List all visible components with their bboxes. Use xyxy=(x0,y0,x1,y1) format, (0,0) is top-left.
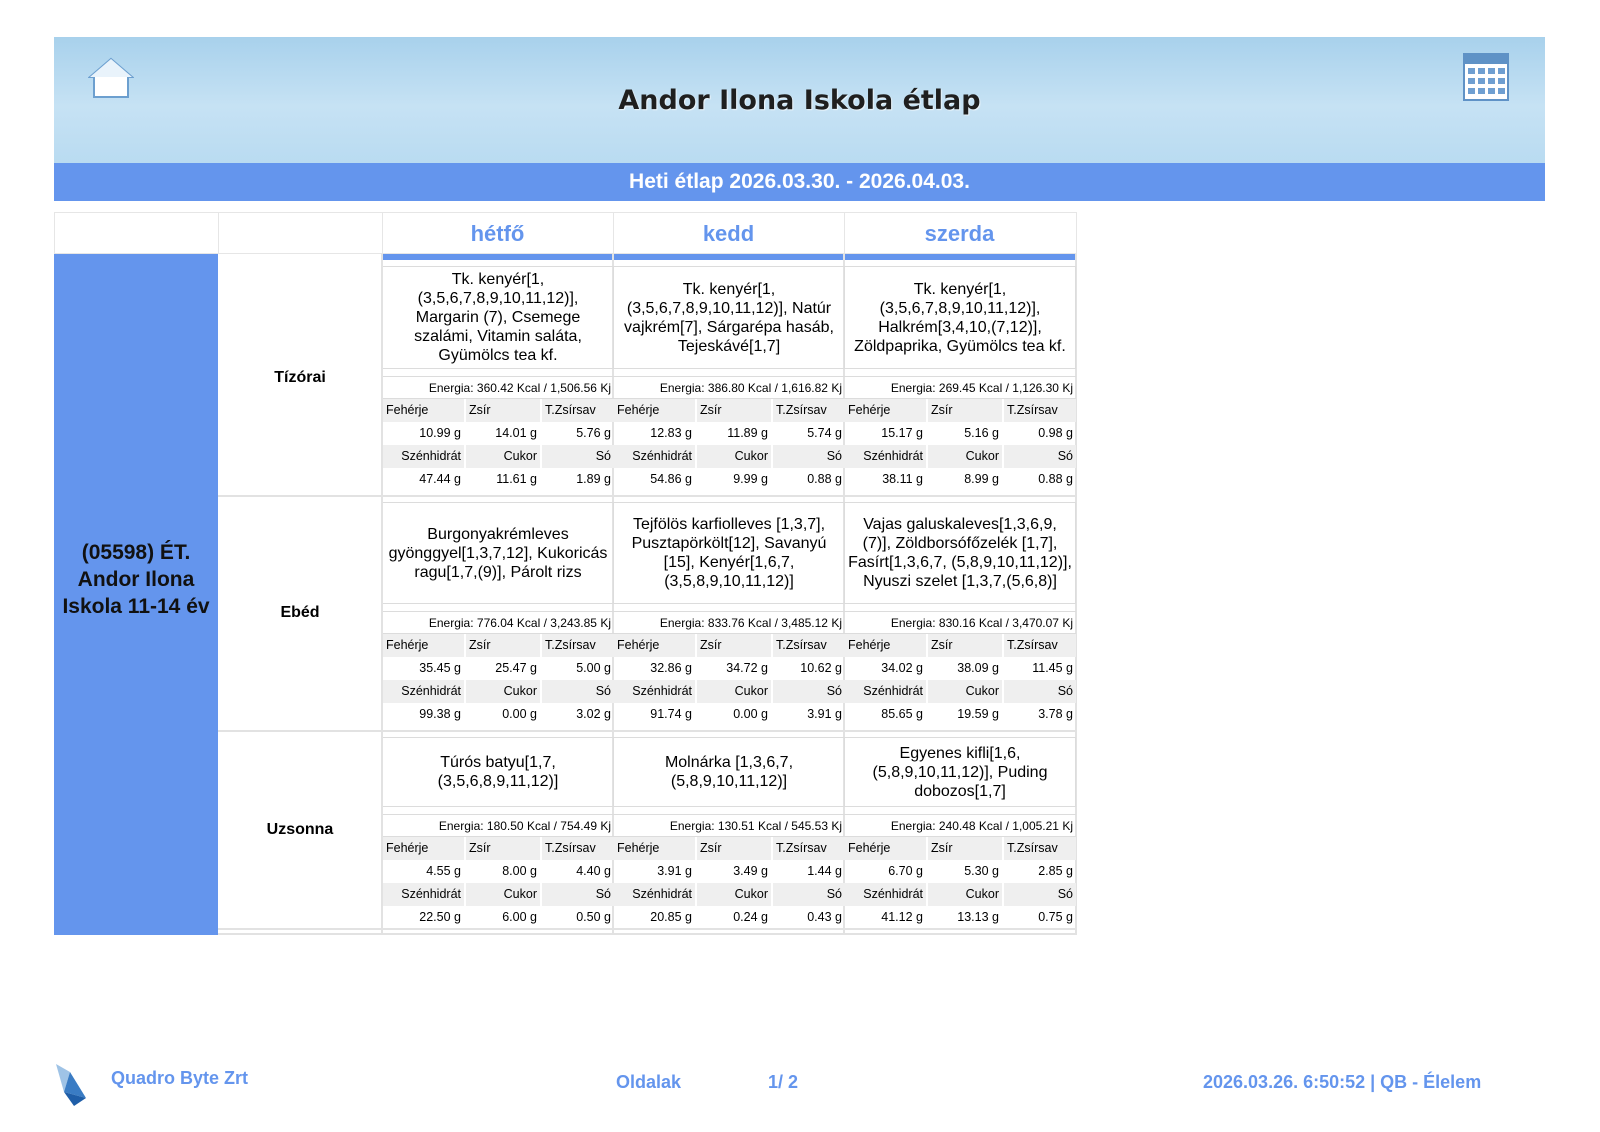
value-carbohydrate: 20.85 g xyxy=(650,910,692,924)
day-header-monday: hétfő xyxy=(470,221,525,246)
value-carbohydrate: 38.11 g xyxy=(882,472,923,486)
meal-divider xyxy=(218,495,1077,497)
footer-company: Quadro Byte Zrt xyxy=(111,1068,249,1088)
label-sugar: Cukor xyxy=(926,680,1002,703)
nutrient-values-row xyxy=(383,906,614,929)
label-salt: Só xyxy=(1002,680,1076,703)
label-protein: Fehérje xyxy=(614,837,695,860)
value-saturated-fat: 5.74 g xyxy=(807,426,842,440)
label-protein: Fehérje xyxy=(383,399,464,422)
meal-divider xyxy=(218,933,1077,935)
meal-label-tizorai: Tízórai xyxy=(274,369,326,386)
label-saturated-fat: T.Zsírsav xyxy=(771,399,845,422)
page-header xyxy=(54,37,1545,163)
value-salt: 0.88 g xyxy=(807,472,842,486)
label-saturated-fat: T.Zsírsav xyxy=(540,399,614,422)
group-column xyxy=(54,254,218,935)
nutrient-values-row xyxy=(845,657,1076,680)
nutrient-values-row xyxy=(845,468,1076,491)
nutrient-labels-row xyxy=(845,634,1076,657)
label-salt: Só xyxy=(1002,883,1076,906)
nutrient-values-row xyxy=(845,860,1076,883)
value-fat: 5.16 g xyxy=(964,426,999,440)
label-fat: Zsír xyxy=(926,634,1002,657)
value-salt: 3.91 g xyxy=(807,707,842,721)
value-salt: 3.02 g xyxy=(576,707,611,721)
label-fat: Zsír xyxy=(695,837,771,860)
value-protein: 10.99 g xyxy=(419,426,461,440)
label-carbohydrate: Szénhidrát xyxy=(383,680,464,703)
value-sugar: 0.24 g xyxy=(733,910,768,924)
value-carbohydrate: 54.86 g xyxy=(650,472,692,486)
nutrient-labels-row xyxy=(845,680,1076,703)
label-saturated-fat: T.Zsírsav xyxy=(540,634,614,657)
value-carbohydrate: 91.74 g xyxy=(650,707,692,721)
nutrient-values-row xyxy=(383,657,614,680)
label-salt: Só xyxy=(540,445,614,468)
nutrient-values-row xyxy=(845,422,1076,445)
value-protein: 32.86 g xyxy=(650,661,692,675)
value-salt: 0.75 g xyxy=(1038,910,1073,924)
value-fat: 11.89 g xyxy=(727,426,768,440)
label-fat: Zsír xyxy=(464,399,540,422)
label-salt: Só xyxy=(771,883,845,906)
nutrient-values-row xyxy=(614,422,845,445)
nutrient-labels-row xyxy=(383,883,614,906)
value-fat: 5.30 g xyxy=(964,864,999,878)
nutrient-labels-row xyxy=(845,883,1076,906)
nutrient-labels-row xyxy=(845,837,1076,860)
value-salt: 0.43 g xyxy=(807,910,842,924)
label-sugar: Cukor xyxy=(926,445,1002,468)
nutrient-values-row xyxy=(614,468,845,491)
day-header-tuesday: kedd xyxy=(702,221,755,246)
value-fat: 3.49 g xyxy=(733,864,768,878)
meal-divider xyxy=(218,730,1077,732)
value-carbohydrate: 99.38 g xyxy=(419,707,461,721)
group-label: (05598) ÉT. Andor Ilona Iskola 11-14 év xyxy=(62,541,210,618)
menu-grid xyxy=(54,212,1077,935)
value-fat: 34.72 g xyxy=(726,661,768,675)
label-saturated-fat: T.Zsírsav xyxy=(1002,837,1076,860)
day-underline xyxy=(844,254,1075,260)
value-fat: 38.09 g xyxy=(957,661,999,675)
nutrient-labels-row xyxy=(383,399,614,422)
value-sugar: 6.00 g xyxy=(502,910,537,924)
value-protein: 12.83 g xyxy=(650,426,692,440)
label-protein: Fehérje xyxy=(845,837,926,860)
label-saturated-fat: T.Zsírsav xyxy=(1002,399,1076,422)
menu-text: Tejfölös karfiolleves [1,3,7], Pusztapörkölt[12], Savanyú [15], Kenyér[1,6,7, (3,5,8,9,10,11,12)] xyxy=(614,502,845,604)
nutrient-labels-row xyxy=(383,445,614,468)
value-carbohydrate: 41.12 g xyxy=(881,910,923,924)
label-carbohydrate: Szénhidrát xyxy=(614,445,695,468)
value-sugar: 8.99 g xyxy=(964,472,999,486)
nutrient-labels-row xyxy=(383,837,614,860)
menu-text: Tk. kenyér[1, (3,5,6,7,8,9,10,11,12)], Natúr vajkrém[7], Sárgarépa hasáb, Tejeskávé[1,7] xyxy=(614,266,845,369)
nutrient-values-row xyxy=(614,703,845,726)
nutrient-values-row xyxy=(614,657,845,680)
meal-label-uzsonna: Uzsonna xyxy=(266,821,334,838)
nutrient-labels-row xyxy=(614,399,845,422)
label-protein: Fehérje xyxy=(614,634,695,657)
energy-line: Energia: 269.45 Kcal / 1,126.30 Kj xyxy=(845,376,1076,399)
nutrient-values-row xyxy=(383,468,614,491)
label-carbohydrate: Szénhidrát xyxy=(845,445,926,468)
label-carbohydrate: Szénhidrát xyxy=(614,883,695,906)
energy-line: Energia: 180.50 Kcal / 754.49 Kj xyxy=(383,814,614,837)
menu-text: Tk. kenyér[1, (3,5,6,7,8,9,10,11,12)], Margarin (7), Csemege szalámi, Vitamin saláta, Gyümölcs tea kf. xyxy=(383,266,614,369)
label-sugar: Cukor xyxy=(464,445,540,468)
label-salt: Só xyxy=(1002,445,1076,468)
value-salt: 3.78 g xyxy=(1038,707,1073,721)
value-salt: 0.88 g xyxy=(1038,472,1073,486)
energy-line: Energia: 386.80 Kcal / 1,616.82 Kj xyxy=(614,376,845,399)
nutrient-values-row xyxy=(845,703,1076,726)
value-protein: 4.55 g xyxy=(426,864,461,878)
value-sugar: 0.00 g xyxy=(502,707,537,721)
energy-line: Energia: 776.04 Kcal / 3,243.85 Kj xyxy=(383,611,614,634)
label-salt: Só xyxy=(771,445,845,468)
value-sugar: 11.61 g xyxy=(496,472,537,486)
energy-line: Energia: 130.51 Kcal / 545.53 Kj xyxy=(614,814,845,837)
nutrient-labels-row xyxy=(614,634,845,657)
label-protein: Fehérje xyxy=(383,837,464,860)
label-protein: Fehérje xyxy=(845,399,926,422)
label-saturated-fat: T.Zsírsav xyxy=(771,837,845,860)
nutrient-values-row xyxy=(845,906,1076,929)
value-saturated-fat: 2.85 g xyxy=(1038,864,1073,878)
value-saturated-fat: 5.00 g xyxy=(576,661,611,675)
menu-text: Vajas galuskaleves[1,3,6,9, (7)], Zöldborsófőzelék [1,7], Fasírt[1,3,6,7, (5,8,9,10,11,12)], Nyuszi szelet [1,3,7,(5,6,8)] xyxy=(845,502,1076,604)
label-saturated-fat: T.Zsírsav xyxy=(771,634,845,657)
label-fat: Zsír xyxy=(926,837,1002,860)
label-sugar: Cukor xyxy=(695,680,771,703)
label-salt: Só xyxy=(771,680,845,703)
label-sugar: Cukor xyxy=(695,883,771,906)
label-protein: Fehérje xyxy=(614,399,695,422)
value-salt: 0.50 g xyxy=(576,910,611,924)
value-protein: 34.02 g xyxy=(881,661,923,675)
nutrient-labels-row xyxy=(383,634,614,657)
nutrient-labels-row xyxy=(614,837,845,860)
label-protein: Fehérje xyxy=(845,634,926,657)
nutrient-values-row xyxy=(383,422,614,445)
nutrient-labels-row xyxy=(614,680,845,703)
label-carbohydrate: Szénhidrát xyxy=(845,883,926,906)
value-fat: 14.01 g xyxy=(495,426,537,440)
label-fat: Zsír xyxy=(695,399,771,422)
label-saturated-fat: T.Zsírsav xyxy=(1002,634,1076,657)
label-protein: Fehérje xyxy=(383,634,464,657)
menu-text: Túrós batyu[1,7, (3,5,6,8,9,11,12)] xyxy=(383,737,614,807)
menu-text: Tk. kenyér[1, (3,5,6,7,8,9,10,11,12)], Halkrém[3,4,10,(7,12)], Zöldpaprika, Gyümölcs tea kf. xyxy=(845,266,1076,369)
header-empty-cell xyxy=(54,212,219,254)
page-title: Andor Ilona Iskola étlap xyxy=(618,85,981,116)
footer-timestamp: 2026.03.26. 6:50:52 | QB - Élelem xyxy=(1203,1072,1482,1092)
energy-line: Energia: 833.76 Kcal / 3,485.12 Kj xyxy=(614,611,845,634)
day-header-wednesday: szerda xyxy=(924,221,995,246)
value-saturated-fat: 10.62 g xyxy=(800,661,842,675)
week-range-bar: Heti étlap 2026.03.30. - 2026.04.03. xyxy=(54,163,1545,201)
footer-page-number: 1/ 2 xyxy=(768,1072,799,1092)
value-salt: 1.89 g xyxy=(576,472,611,486)
value-carbohydrate: 22.50 g xyxy=(419,910,461,924)
label-salt: Só xyxy=(540,680,614,703)
label-fat: Zsír xyxy=(926,399,1002,422)
header-empty-cell xyxy=(218,212,383,254)
label-fat: Zsír xyxy=(695,634,771,657)
value-saturated-fat: 11.45 g xyxy=(1032,661,1073,675)
label-carbohydrate: Szénhidrát xyxy=(383,445,464,468)
calendar-icon[interactable] xyxy=(1463,53,1509,101)
value-protein: 35.45 g xyxy=(419,661,461,675)
nutrient-labels-row xyxy=(383,680,614,703)
menu-text: Molnárka [1,3,6,7, (5,8,9,10,11,12)] xyxy=(614,737,845,807)
label-sugar: Cukor xyxy=(464,680,540,703)
label-carbohydrate: Szénhidrát xyxy=(614,680,695,703)
label-sugar: Cukor xyxy=(464,883,540,906)
value-sugar: 19.59 g xyxy=(957,707,999,721)
value-saturated-fat: 0.98 g xyxy=(1038,426,1073,440)
value-sugar: 9.99 g xyxy=(733,472,768,486)
nutrient-values-row xyxy=(614,860,845,883)
label-sugar: Cukor xyxy=(695,445,771,468)
value-protein: 15.17 g xyxy=(881,426,923,440)
menu-text: Burgonyakrémleves gyönggyel[1,3,7,12], Kukoricás ragu[1,7,(9)], Párolt rizs xyxy=(383,502,614,604)
energy-line: Energia: 240.48 Kcal / 1,005.21 Kj xyxy=(845,814,1076,837)
value-saturated-fat: 4.40 g xyxy=(576,864,611,878)
value-fat: 8.00 g xyxy=(502,864,537,878)
nutrient-values-row xyxy=(383,860,614,883)
value-saturated-fat: 5.76 g xyxy=(576,426,611,440)
label-carbohydrate: Szénhidrát xyxy=(383,883,464,906)
label-fat: Zsír xyxy=(464,837,540,860)
day-underline xyxy=(613,254,844,260)
menu-text: Egyenes kifli[1,6, (5,8,9,10,11,12)], Puding dobozos[1,7] xyxy=(845,737,1076,807)
label-salt: Só xyxy=(540,883,614,906)
value-fat: 25.47 g xyxy=(495,661,537,675)
value-carbohydrate: 85.65 g xyxy=(881,707,923,721)
nutrient-labels-row xyxy=(845,445,1076,468)
label-sugar: Cukor xyxy=(926,883,1002,906)
value-protein: 6.70 g xyxy=(888,864,923,878)
value-saturated-fat: 1.44 g xyxy=(807,864,842,878)
energy-line: Energia: 360.42 Kcal / 1,506.56 Kj xyxy=(383,376,614,399)
energy-line: Energia: 830.16 Kcal / 3,470.07 Kj xyxy=(845,611,1076,634)
quadro-byte-logo-icon xyxy=(54,1062,88,1108)
day-underline xyxy=(382,254,613,260)
footer-pages-label: Oldalak xyxy=(616,1072,682,1092)
meal-label-ebed: Ebéd xyxy=(280,604,320,621)
nutrient-values-row xyxy=(383,703,614,726)
label-saturated-fat: T.Zsírsav xyxy=(540,837,614,860)
value-sugar: 0.00 g xyxy=(733,707,768,721)
nutrient-values-row xyxy=(614,906,845,929)
value-protein: 3.91 g xyxy=(657,864,692,878)
label-fat: Zsír xyxy=(464,634,540,657)
label-carbohydrate: Szénhidrát xyxy=(845,680,926,703)
nutrient-labels-row xyxy=(845,399,1076,422)
nutrient-labels-row xyxy=(614,883,845,906)
value-carbohydrate: 47.44 g xyxy=(419,472,461,486)
nutrient-labels-row xyxy=(614,445,845,468)
value-sugar: 13.13 g xyxy=(957,910,999,924)
